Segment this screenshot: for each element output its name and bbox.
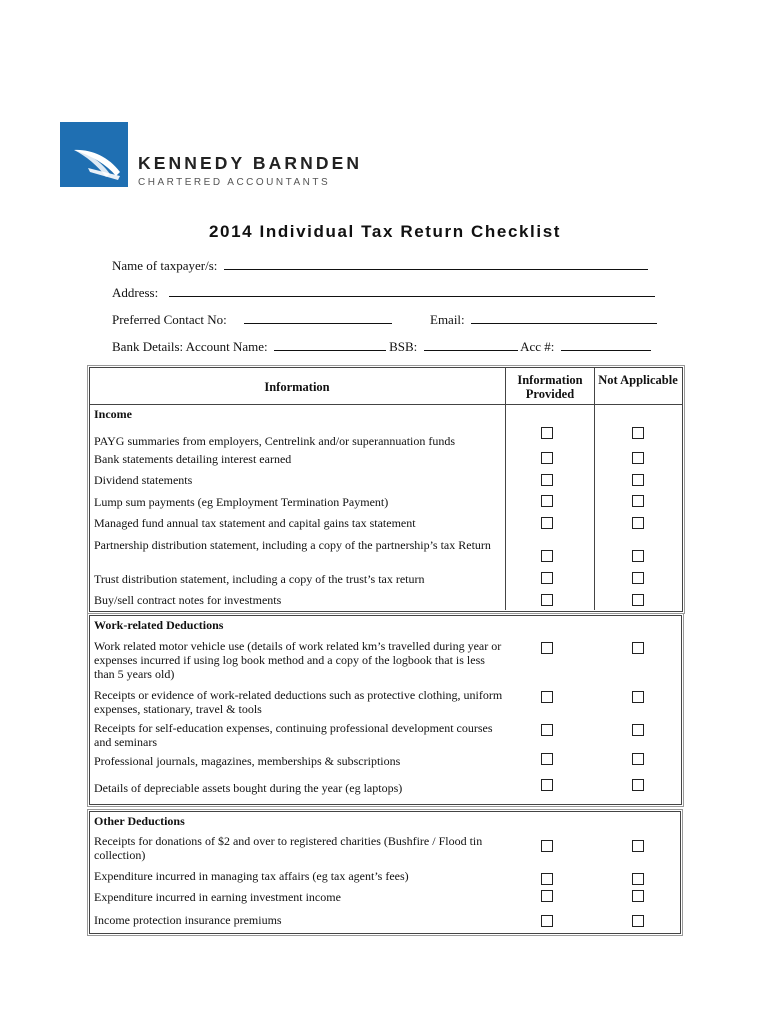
provided-checkbox[interactable] <box>541 550 553 562</box>
checklist-item: Managed fund annual tax statement and capital gains tax statement <box>94 516 416 530</box>
contact-input[interactable] <box>244 312 392 324</box>
acc-input[interactable] <box>561 339 651 351</box>
checklist-item: Receipts for self-education expenses, continuing professional development courses and seminars <box>94 721 493 749</box>
address-label: Address: <box>112 285 159 300</box>
checklist-item: Receipts or evidence of work-related deductions such as protective clothing, uniform expenses, stationary, travel & tools <box>94 688 503 716</box>
not-applicable-checkbox[interactable] <box>632 753 644 765</box>
provided-checkbox[interactable] <box>541 594 553 606</box>
provided-checkbox[interactable] <box>541 642 553 654</box>
checklist-item: Bank statements detailing interest earned <box>94 452 292 466</box>
not-applicable-checkbox[interactable] <box>632 594 644 606</box>
checklist-item: Expenditure incurred in managing tax affairs (eg tax agent’s fees) <box>94 869 409 883</box>
provided-checkbox[interactable] <box>541 495 553 507</box>
checklist-item: Lump sum payments (eg Employment Termination Payment) <box>94 495 389 509</box>
checklist-item: Receipts for donations of $2 and over to registered charities (Bushfire / Flood tin collection) <box>94 834 483 862</box>
company-name: KENNEDY BARNDEN <box>138 153 363 173</box>
taxpayer-label: Name of taxpayer/s: <box>112 258 218 273</box>
checklist-item: Work related motor vehicle use (details of work related km’s travelled during year or expenses incurred if using log book method and a copy of the logbook that is less than 5 years old) <box>94 639 502 681</box>
contact-field <box>112 312 392 328</box>
contact-label: Preferred Contact No: <box>112 312 227 327</box>
header-divider <box>89 404 682 405</box>
section-title-other-deductions: Other Deductions <box>94 814 185 828</box>
taxpayer-field <box>112 258 648 274</box>
swoosh-logo-icon <box>60 122 128 187</box>
not-applicable-checkbox[interactable] <box>632 517 644 529</box>
not-applicable-checkbox[interactable] <box>632 452 644 464</box>
provided-checkbox[interactable] <box>541 724 553 736</box>
column-header-not-applicable: Not Applicable <box>598 373 678 387</box>
not-applicable-checkbox[interactable] <box>632 890 644 902</box>
taxpayer-input[interactable] <box>224 258 648 270</box>
section-title-income: Income <box>94 407 132 421</box>
document-title: 2014 Individual Tax Return Checklist <box>208 222 562 241</box>
company-logo <box>60 122 380 190</box>
provided-checkbox[interactable] <box>541 452 553 464</box>
provided-checkbox[interactable] <box>541 915 553 927</box>
provided-checkbox[interactable] <box>541 427 553 439</box>
checklist-item: PAYG summaries from employers, Centrelink and/or superannuation funds <box>94 434 456 448</box>
provided-checkbox[interactable] <box>541 753 553 765</box>
checklist-item: Expenditure incurred in earning investment income <box>94 890 341 904</box>
provided-checkbox[interactable] <box>541 890 553 902</box>
checklist-item: Partnership distribution statement, including a copy of the partnership’s tax Return <box>94 538 491 552</box>
provided-checkbox[interactable] <box>541 474 553 486</box>
not-applicable-checkbox[interactable] <box>632 915 644 927</box>
not-applicable-checkbox[interactable] <box>632 550 644 562</box>
provided-checkbox[interactable] <box>541 691 553 703</box>
not-applicable-checkbox[interactable] <box>632 840 644 852</box>
provided-checkbox[interactable] <box>541 779 553 791</box>
bsb-label: BSB: <box>389 339 418 354</box>
checklist-item: Buy/sell contract notes for investments <box>94 593 282 607</box>
not-applicable-checkbox[interactable] <box>632 642 644 654</box>
not-applicable-checkbox[interactable] <box>632 495 644 507</box>
provided-checkbox[interactable] <box>541 517 553 529</box>
address-field <box>112 285 655 301</box>
not-applicable-checkbox[interactable] <box>632 779 644 791</box>
checklist-item: Details of depreciable assets bought during the year (eg laptops) <box>94 781 403 795</box>
email-field <box>430 312 657 328</box>
provided-checkbox[interactable] <box>541 572 553 584</box>
provided-checkbox[interactable] <box>541 873 553 885</box>
account-name-input[interactable] <box>274 339 386 351</box>
checklist-item: Dividend statements <box>94 473 193 487</box>
not-applicable-checkbox[interactable] <box>632 427 644 439</box>
bank-account-label: Bank Details: Account Name: <box>112 339 268 354</box>
provided-checkbox[interactable] <box>541 840 553 852</box>
bsb-input[interactable] <box>424 339 518 351</box>
checklist-item: Professional journals, magazines, memberships & subscriptions <box>94 754 401 768</box>
column-header-information: Information <box>264 380 330 394</box>
section-title-work-deductions: Work-related Deductions <box>94 618 224 632</box>
company-subtitle: CHARTERED ACCOUNTANTS <box>138 177 331 188</box>
not-applicable-checkbox[interactable] <box>632 724 644 736</box>
not-applicable-checkbox[interactable] <box>632 873 644 885</box>
acc-label: Acc #: <box>520 339 555 354</box>
not-applicable-checkbox[interactable] <box>632 474 644 486</box>
email-label: Email: <box>430 312 465 327</box>
address-input[interactable] <box>169 285 655 297</box>
checklist-item: Trust distribution statement, including a copy of the trust’s tax return <box>94 572 425 586</box>
not-applicable-checkbox[interactable] <box>632 572 644 584</box>
email-input[interactable] <box>471 312 657 324</box>
bank-details-field <box>112 339 651 355</box>
column-header-provided: Information Provided <box>517 373 583 401</box>
not-applicable-checkbox[interactable] <box>632 691 644 703</box>
checklist-item: Income protection insurance premiums <box>94 913 282 927</box>
